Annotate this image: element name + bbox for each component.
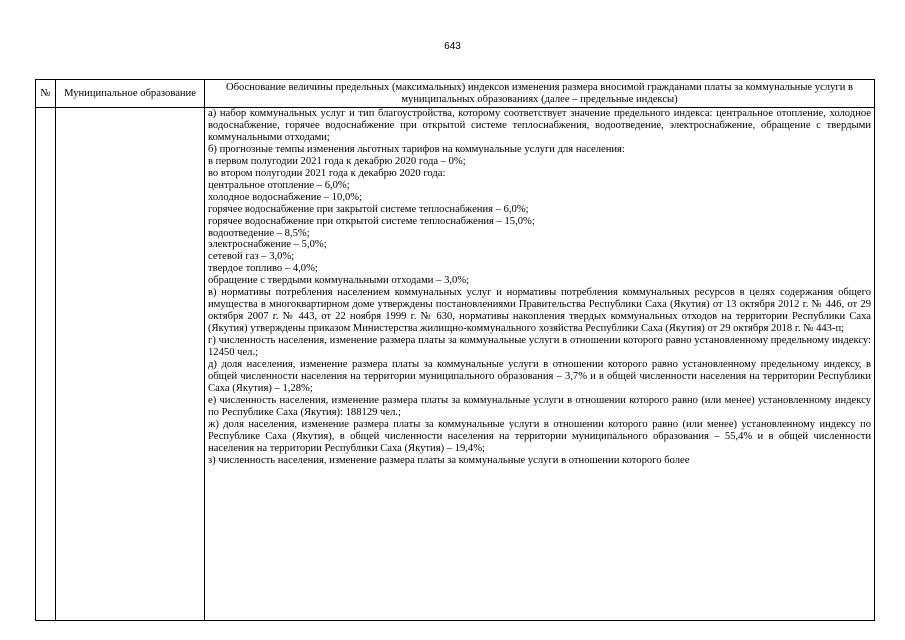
paragraph-electricity: электроснабжение – 5,0%; [208, 239, 327, 251]
paragraph-a: а) набор коммунальных услуг и тип благоустройства, которому соответствует значение предельного индекса: центральное отопление, холодное водоснабжение, горячее водоснабжение при открытой системе теплоснабжения, водоотведение, электроснабжение, обращение с твердыми коммунальными отходами; [208, 108, 871, 143]
paragraph-b: б) прогнозные темпы изменения льготных тарифов на коммунальные услуги для населения: [208, 143, 625, 155]
paragraph-v: в) нормативы потребления населением коммунальных услуг и нормативы потребления коммунальных ресурсов в целях содержания общего имущества в многоквартирном доме утверждены постановлениями Правительства Республики Саха (Якутия) от 13 октября 2012 г. № 446, от 29 октября 2007 г. № 443, от 22 ноября 1999 г. № 630, нормативы накопления твердых коммунальных отходов на территории Республики Саха (Якутия) утверждены приказом Министерства жилищно-коммунального хозяйства Республики Саха (Якутия) от 29 октября 2018 г. № 443-п; [208, 287, 871, 335]
header-municipality: Муниципальное образование [56, 80, 205, 108]
paragraph-z: з) численность населения, изменение размера платы за коммунальные услуги в отношении которого более [208, 454, 690, 466]
cell-municipality [56, 108, 205, 621]
table-header-row [36, 80, 875, 108]
paragraph-second-half: во втором полугодии 2021 года к декабрю 2020 года: [208, 167, 446, 179]
cell-justification [205, 108, 875, 621]
table-row [36, 108, 875, 621]
paragraph-solid-fuel: твердое топливо – 4,0%; [208, 263, 318, 275]
header-number: № [36, 80, 56, 108]
paragraph-hot-water-closed: горячее водоснабжение при закрытой системе теплоснабжения – 6,0%; [208, 203, 529, 215]
paragraph-e: е) численность населения, изменение размера платы за коммунальные услуги в отношении которого равно (или менее) установленному индексу по Республике Саха (Якутия): 188129 чел.; [208, 394, 871, 418]
paragraph-zh: ж) доля населения, изменение размера платы за коммунальные услуги в отношении которого равно (или менее) установленному индексу по Республике Саха (Якутия), в общей численности населения на территории муниципального образования – 55,4% и в общей численности населения на территории Республики Саха (Якутия) – 19,4%; [208, 418, 871, 454]
cell-number [36, 108, 56, 621]
paragraph-d: д) доля населения, изменение размера платы за коммунальные услуги в отношении которого равно установленному предельному индексу, в общей численности населения на территории муниципального образования – 3,7% и в общей численности населения на территории Республики Саха (Якутия) – 1,28%; [208, 359, 871, 394]
paragraph-hot-water-open: горячее водоснабжение при открытой системе теплоснабжения – 15,0%; [208, 215, 535, 227]
paragraph-waste: обращение с твердыми коммунальными отходами – 3,0%; [208, 275, 470, 287]
paragraph-cold-water: холодное водоснабжение – 10,0%; [208, 191, 363, 203]
paragraph-sewerage: водоотведение – 8,5%; [208, 227, 310, 239]
paragraph-gas: сетевой газ – 3,0%; [208, 251, 295, 263]
paragraph-first-half: в первом полугодии 2021 года к декабрю 2020 года – 0%; [208, 155, 466, 167]
header-justification: Обоснование величины предельных (максимальных) индексов изменения размера вносимой гражданами платы за коммунальные услуги в муниципальных образованиях (далее – предельные индексы) [205, 80, 875, 108]
page-number: 643 [444, 41, 461, 52]
justification-table [35, 79, 875, 621]
paragraph-heating: центральное отопление – 6,0%; [208, 179, 350, 191]
paragraph-g: г) численность населения, изменение размера платы за коммунальные услуги в отношении которого равно установленному предельному индексу: 12450 чел.; [208, 335, 871, 359]
